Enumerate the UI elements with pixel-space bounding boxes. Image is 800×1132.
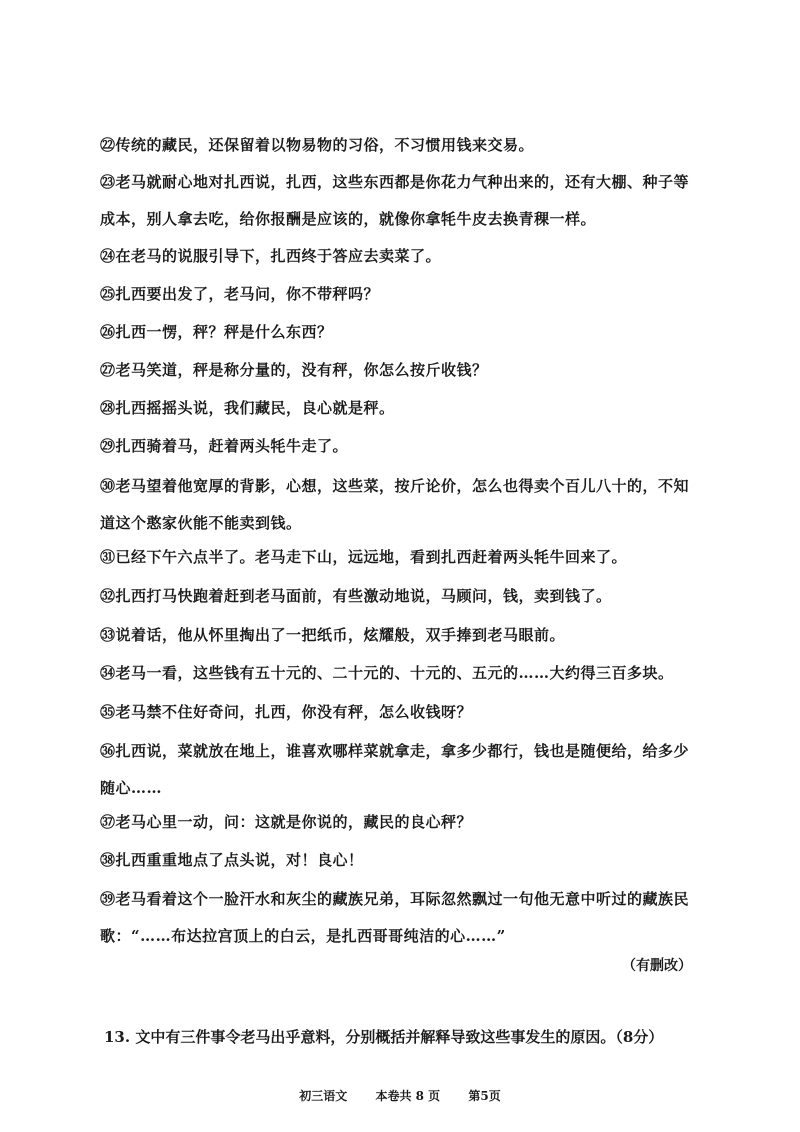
- paragraph-38: ㊳扎西重重地点了点头说，对！良心！: [100, 851, 364, 869]
- paragraph-31: ㉛已经下午六点半了。老马走下山，远远地，看到扎西赶着两头牦牛回来了。: [100, 548, 628, 566]
- paragraph-22: ㉒传统的藏民，还保留着以物易物的习俗，不习惯用钱来交易。: [100, 136, 535, 154]
- paragraph-39: ㊴老马看着这个一脸汗水和灰尘的藏族兄弟，耳际忽然飘过一句他无意中听过的藏族民歌：“……布达拉宫顶上的白云，是扎西哥哥纯洁的心……”: [100, 890, 690, 945]
- paragraph-29: ㉙扎西骑着马，赶着两头牦牛走了。: [100, 437, 349, 455]
- paragraph-27: ㉗老马笑道，秤是称分量的，没有秤，你怎么按斤收钱？: [100, 361, 488, 379]
- paragraph-35: ㉟老马禁不住好奇问，扎西，你没有秤，怎么收钱呀？: [100, 703, 473, 721]
- question-13: 13. 文中有三件事令老马出乎意料，分别概括并解释导致这些事发生的原因。（8分）: [104, 1028, 664, 1046]
- paragraph-37: ㊲老马心里一动，问：这就是你说的，藏民的良心秤？: [100, 813, 473, 831]
- source-note: （有删改）: [622, 958, 692, 974]
- footer-total-pages: 本卷共 8 页: [375, 1089, 441, 1103]
- paragraph-34: ㉞老马一看，这些钱有五十元的、二十元的、十元的、五元的……大约得三百多块。: [100, 664, 674, 682]
- paragraph-33: ㉝说着话，他从怀里掏出了一把纸币，炫耀般，双手捧到老马眼前。: [100, 626, 566, 644]
- paragraph-30: ㉚老马望着他宽厚的背影，心想，这些菜，按斤论价，怎么也得卖个百儿八十的，不知道这个憨家伙能不能卖到钱。: [100, 477, 690, 532]
- paragraph-26: ㉖扎西一愣，秤？秤是什么东西？: [100, 323, 333, 341]
- footer-page-number: 第5页: [468, 1089, 501, 1103]
- page-footer: [0, 1087, 800, 1104]
- paragraph-28: ㉘扎西摇摇头说，我们藏民，良心就是秤。: [100, 399, 395, 417]
- paragraph-24: ㉔在老马的说服引导下，扎西终于答应去卖菜了。: [100, 247, 442, 265]
- paragraph-25: ㉕扎西要出发了，老马问，你不带秤吗？: [100, 285, 380, 303]
- footer-subject: 初三语文: [299, 1089, 348, 1103]
- paragraph-23: ㉓老马就耐心地对扎西说，扎西，这些东西都是你花力气种出来的，还有大棚、种子等成本，别人拿去吃，给你报酬是应该的，就像你拿牦牛皮去换青稞一样。: [100, 173, 690, 228]
- paragraph-32: ㉜扎西打马快跑着赶到老马面前，有些激动地说，马顾问，钱，卖到钱了。: [100, 587, 612, 605]
- paragraph-36: ㊱扎西说，菜就放在地上，谁喜欢哪样菜就拿走，拿多少都行，钱也是随便给，给多少随心……: [100, 742, 690, 797]
